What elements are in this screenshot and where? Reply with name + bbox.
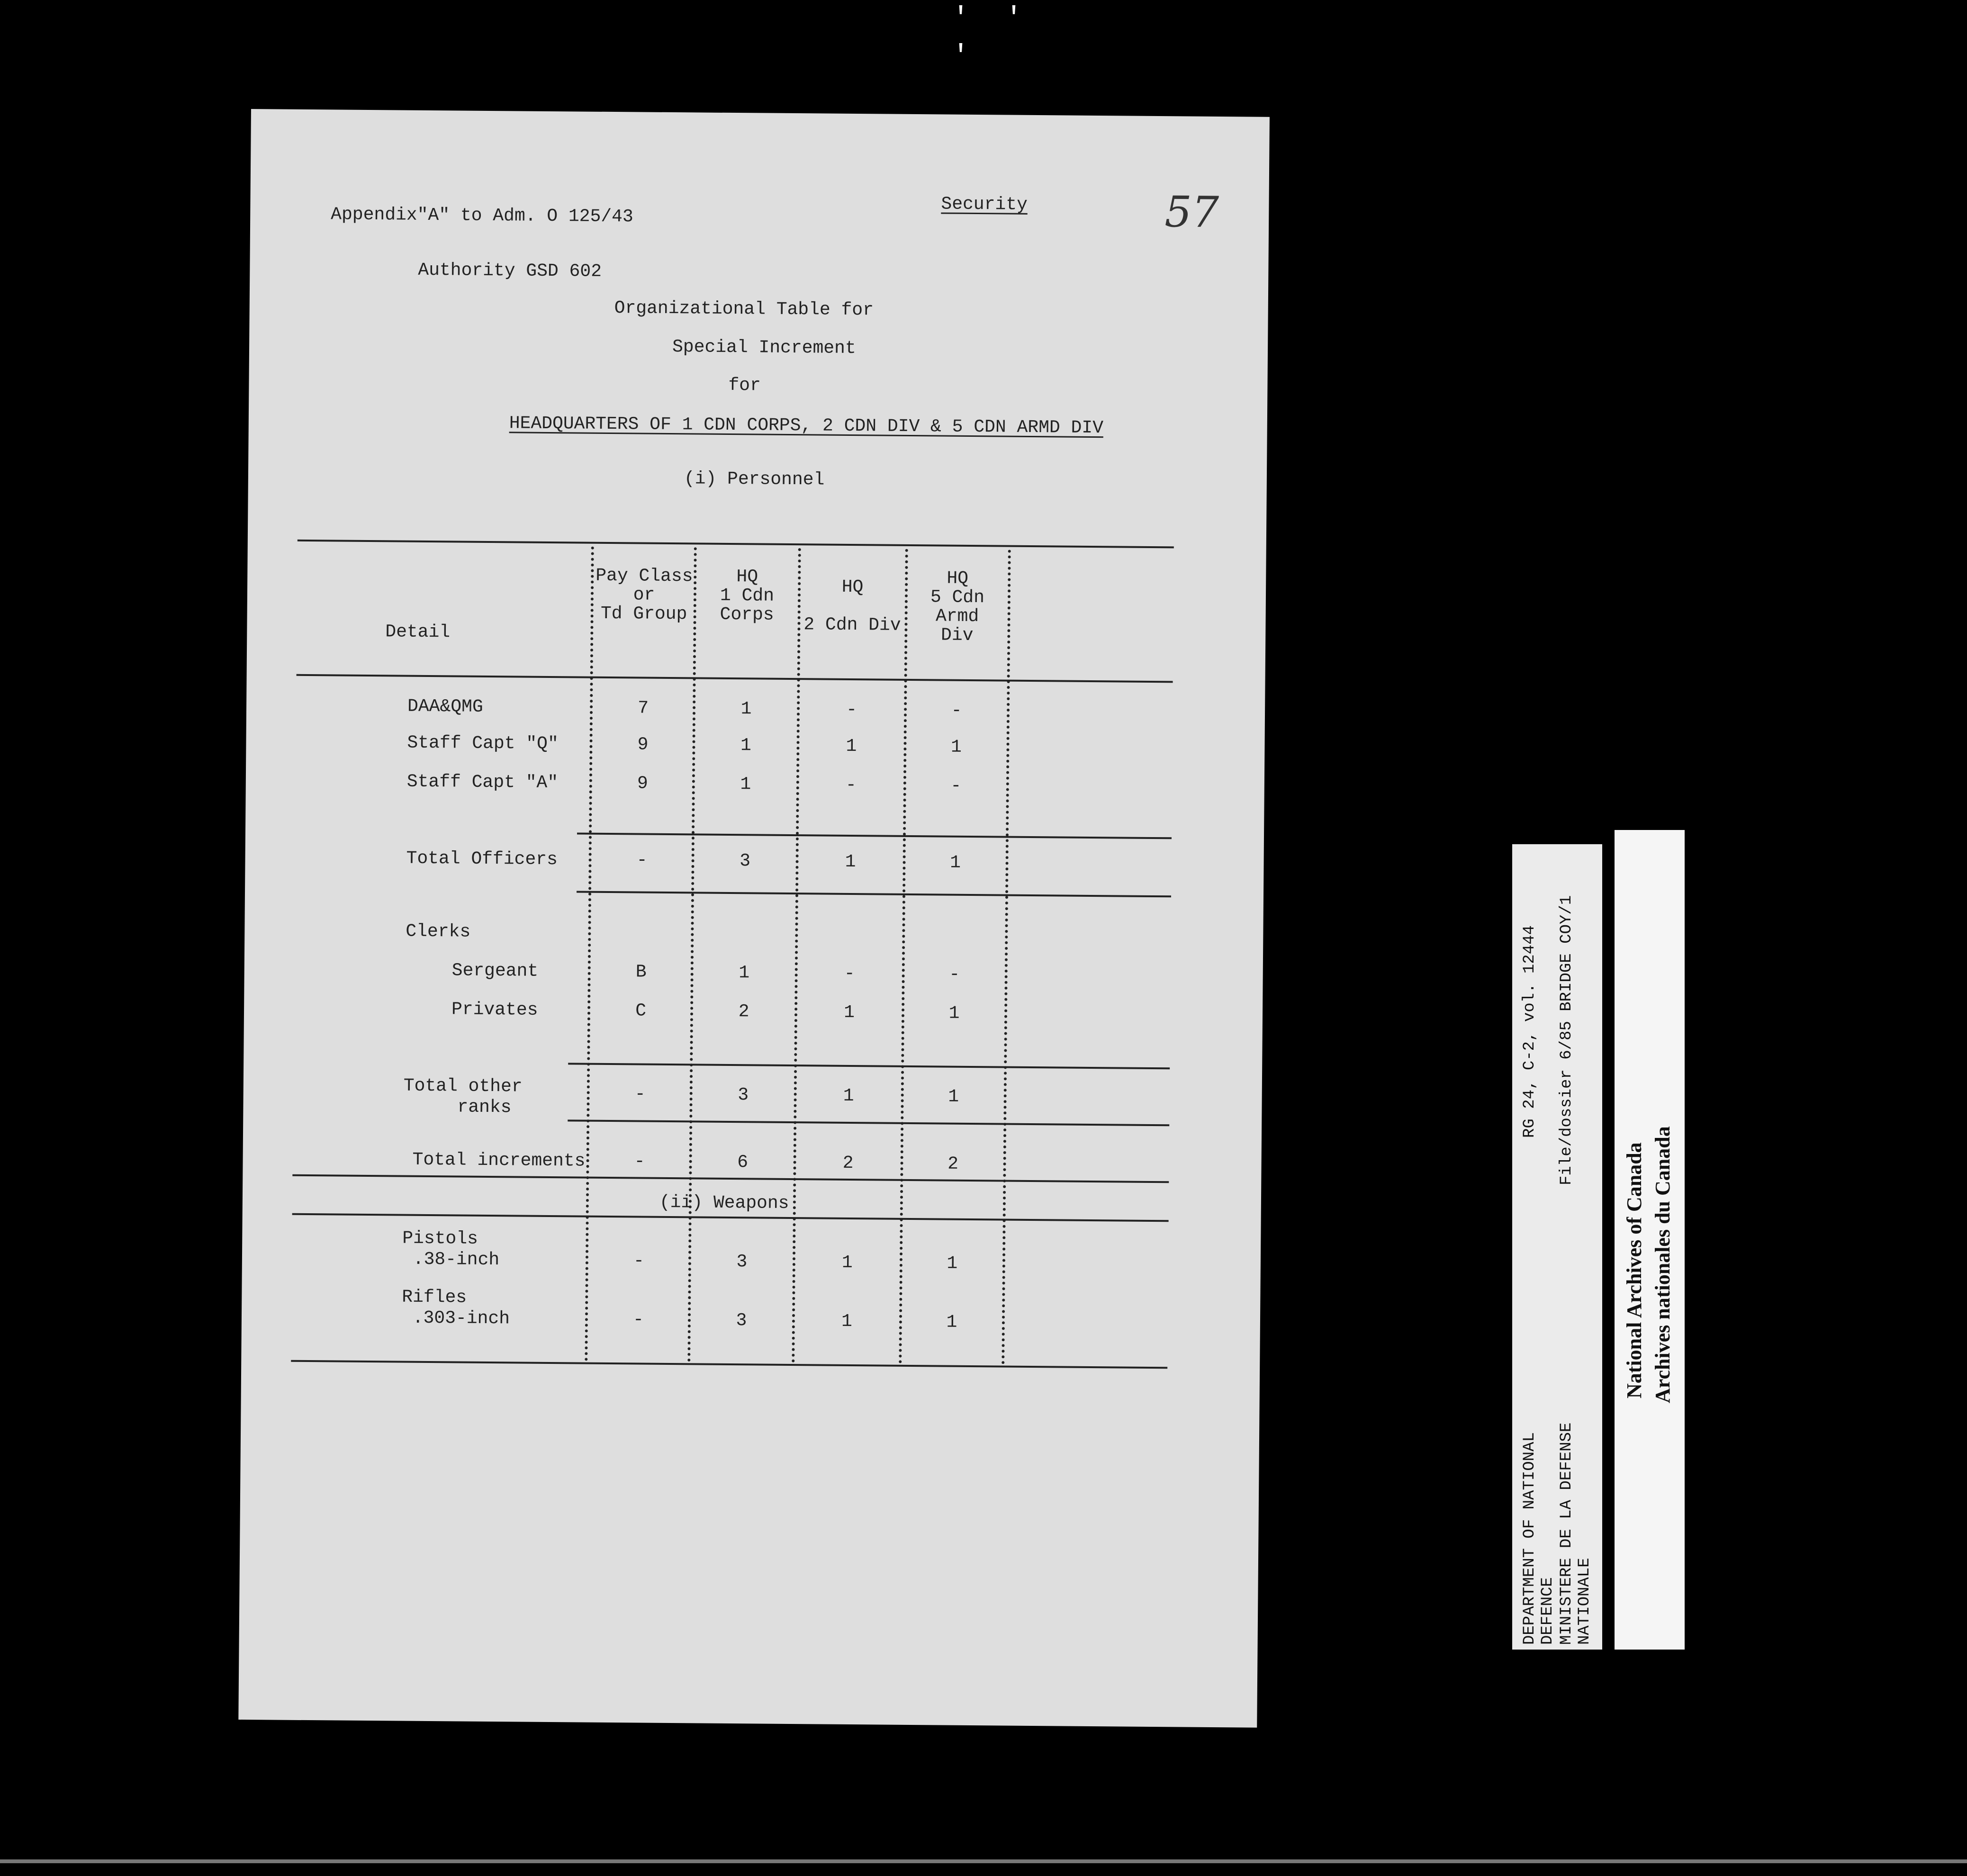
row-hq-corps: 3 (739, 851, 751, 872)
table-rule (292, 1174, 1169, 1183)
row-pay-class: - (634, 1151, 645, 1172)
row-detail: DAA&QMG (407, 696, 483, 717)
row-pay-class: - (633, 1251, 644, 1272)
department-english: DEPARTMENT OF NATIONAL DEFENCE (1521, 1432, 1557, 1645)
row-hq-corps: 1 (739, 963, 750, 983)
security-marking: Security (941, 194, 1028, 215)
row-hq-corps: 3 (736, 1252, 748, 1272)
row-pay-class: B (635, 962, 647, 983)
department-french: MINISTERE DE LA DEFENSE NATIONALE (1558, 1422, 1594, 1645)
row-total-other-ranks: Total other ranks (403, 1075, 523, 1118)
column-header-hq-2-div: HQ 2 Cdn Div (803, 577, 901, 636)
row-hq-2-div: 1 (843, 1085, 854, 1107)
frame-marks: ' ' ' (952, 3, 1032, 73)
table-rule (568, 1119, 1169, 1126)
table-rule (298, 540, 1174, 549)
row-hq-2-div: 1 (843, 1002, 855, 1023)
row-pay-class: 7 (638, 698, 649, 719)
handwritten-page-number: 57 (1164, 187, 1219, 238)
section-weapons: (ii) Weapons (659, 1192, 789, 1214)
column-header-pay-class: Pay Class or Td Group (596, 565, 693, 625)
row-hq-2-div: 1 (845, 851, 856, 873)
table-rule (577, 891, 1171, 897)
row-hq-5-div: 1 (950, 737, 962, 758)
archives-name-french: Archives nationales du Canada (1651, 1126, 1674, 1403)
row-hq-2-div: - (845, 775, 857, 796)
column-divider (1002, 550, 1011, 1365)
column-header-hq-5-div: HQ 5 Cdn Armd Div (930, 568, 985, 646)
row-hq-5-div: 1 (946, 1312, 957, 1333)
table-rule (568, 1063, 1170, 1069)
row-hq-corps: 2 (738, 1001, 749, 1022)
title-line-1: Organizational Table for (614, 298, 874, 321)
row-hq-5-div: 1 (948, 1003, 960, 1024)
row-hq-5-div: - (950, 776, 962, 796)
row-hq-corps: 6 (737, 1152, 749, 1173)
archives-name-english: National Archives of Canada (1623, 1142, 1646, 1398)
row-pay-class: - (632, 1309, 644, 1330)
appendix-reference: Appendix"A" to Adm. O 125/43 (331, 204, 633, 227)
row-hq-2-div: - (846, 699, 857, 721)
archive-reference-volume: RG 24, C-2, vol. 12444 (1521, 925, 1539, 1138)
row-detail: Sergeant (451, 960, 539, 982)
table-rule (292, 1213, 1169, 1222)
row-pay-class: 9 (637, 773, 648, 794)
document-page (238, 109, 1270, 1728)
row-pay-class: C (635, 1001, 647, 1021)
row-hq-corps: 1 (740, 699, 752, 720)
row-pistols: Pistols .38-inch (402, 1228, 500, 1271)
table-rule (577, 832, 1172, 839)
row-hq-5-div: - (951, 700, 962, 721)
row-clerks-heading: Clerks (406, 921, 471, 942)
row-hq-corps: 3 (738, 1085, 749, 1106)
row-hq-5-div: 1 (947, 1253, 958, 1274)
row-total-increments: Total increments (412, 1149, 586, 1172)
column-header-detail: Detail (385, 622, 451, 643)
row-hq-5-div: 1 (949, 852, 961, 873)
column-divider (687, 547, 697, 1362)
row-hq-5-div: - (949, 964, 960, 985)
column-header-hq-corps: HQ 1 Cdn Corps (720, 567, 775, 625)
row-hq-corps: 3 (736, 1310, 747, 1331)
row-rifles: Rifles .303-inch (401, 1287, 510, 1329)
row-hq-corps: 1 (740, 735, 752, 756)
row-hq-2-div: 1 (846, 736, 857, 757)
row-pay-class: - (634, 1084, 646, 1105)
title-line-2: Special Increment (672, 336, 856, 359)
column-divider (899, 549, 908, 1364)
table-rule (291, 1360, 1167, 1369)
row-detail: Staff Capt "Q" (407, 732, 559, 755)
row-detail: Privates (451, 999, 538, 1020)
column-divider (792, 548, 801, 1363)
title-line-4: HEADQUARTERS OF 1 CDN CORPS, 2 CDN DIV & 5 CDN ARMD DIV (509, 413, 1104, 439)
row-total-officers: Total Officers (406, 848, 558, 870)
table-rule (297, 674, 1173, 683)
row-hq-2-div: 1 (841, 1311, 853, 1332)
row-hq-corps: 1 (740, 774, 751, 795)
row-detail: Staff Capt "A" (406, 771, 559, 794)
archive-reference-file: File/dossier 6/85 BRIDGE COY/1 (1558, 895, 1576, 1185)
row-pay-class: 9 (637, 734, 649, 755)
film-edge (0, 1859, 1967, 1863)
row-hq-2-div: - (844, 963, 855, 984)
authority-line: Authority GSD 602 (418, 260, 602, 282)
row-pay-class: - (636, 850, 648, 871)
row-hq-5-div: 1 (948, 1086, 959, 1107)
column-divider (585, 547, 594, 1362)
title-line-3: for (728, 375, 761, 396)
archive-reference-label (1512, 844, 1602, 1650)
archives-name-label (1615, 830, 1685, 1650)
section-personnel: (i) Personnel (684, 469, 825, 490)
row-hq-2-div: 2 (842, 1153, 854, 1174)
row-hq-5-div: 2 (947, 1154, 959, 1174)
row-hq-2-div: 1 (841, 1252, 853, 1273)
